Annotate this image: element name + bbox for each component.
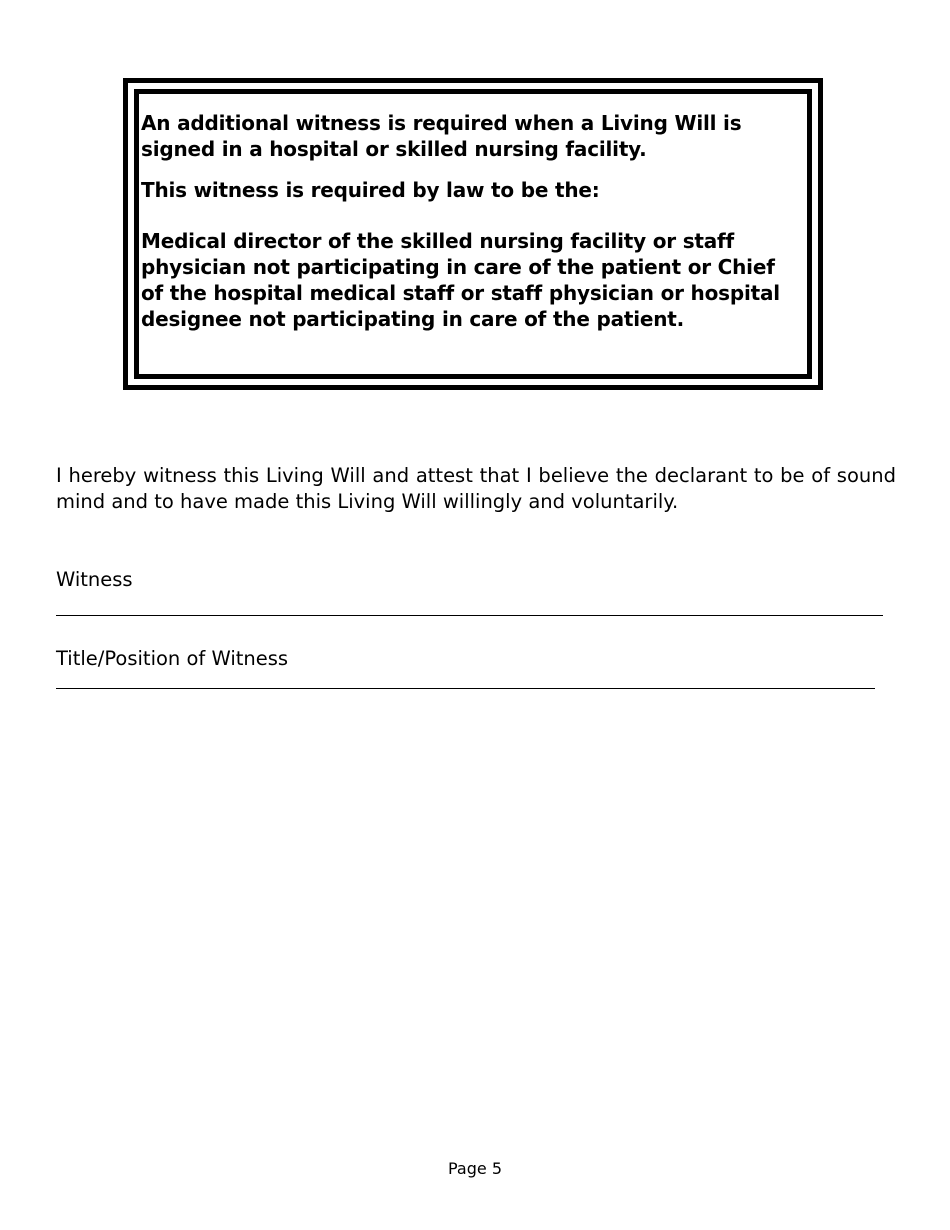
witness-requirement-notice-box xyxy=(123,78,823,390)
page-number: Page 5 xyxy=(448,1159,502,1178)
witness-signature-line[interactable] xyxy=(56,615,883,616)
notice-paragraph-required-by-law: This witness is required by law to be the: xyxy=(141,178,600,202)
title-position-line[interactable] xyxy=(56,688,875,689)
notice-inner-border xyxy=(134,89,812,379)
attestation-statement: I hereby witness this Living Will and attest that I believe the declarant to be of sound mind and to have made this Living Will willingly and voluntarily. xyxy=(56,464,896,513)
notice-paragraph-qualified-witness: Medical director of the skilled nursing facility or staff physician not participating in care of the patient or Chief of the hospital medical staff or staff physician or hospital designee not participating in care of the patient. xyxy=(141,229,780,331)
notice-paragraph-additional-witness: An additional witness is required when a Living Will is signed in a hospital or skilled nursing facility. xyxy=(141,111,742,161)
witness-label: Witness xyxy=(56,568,133,591)
title-position-label: Title/Position of Witness xyxy=(56,647,289,670)
